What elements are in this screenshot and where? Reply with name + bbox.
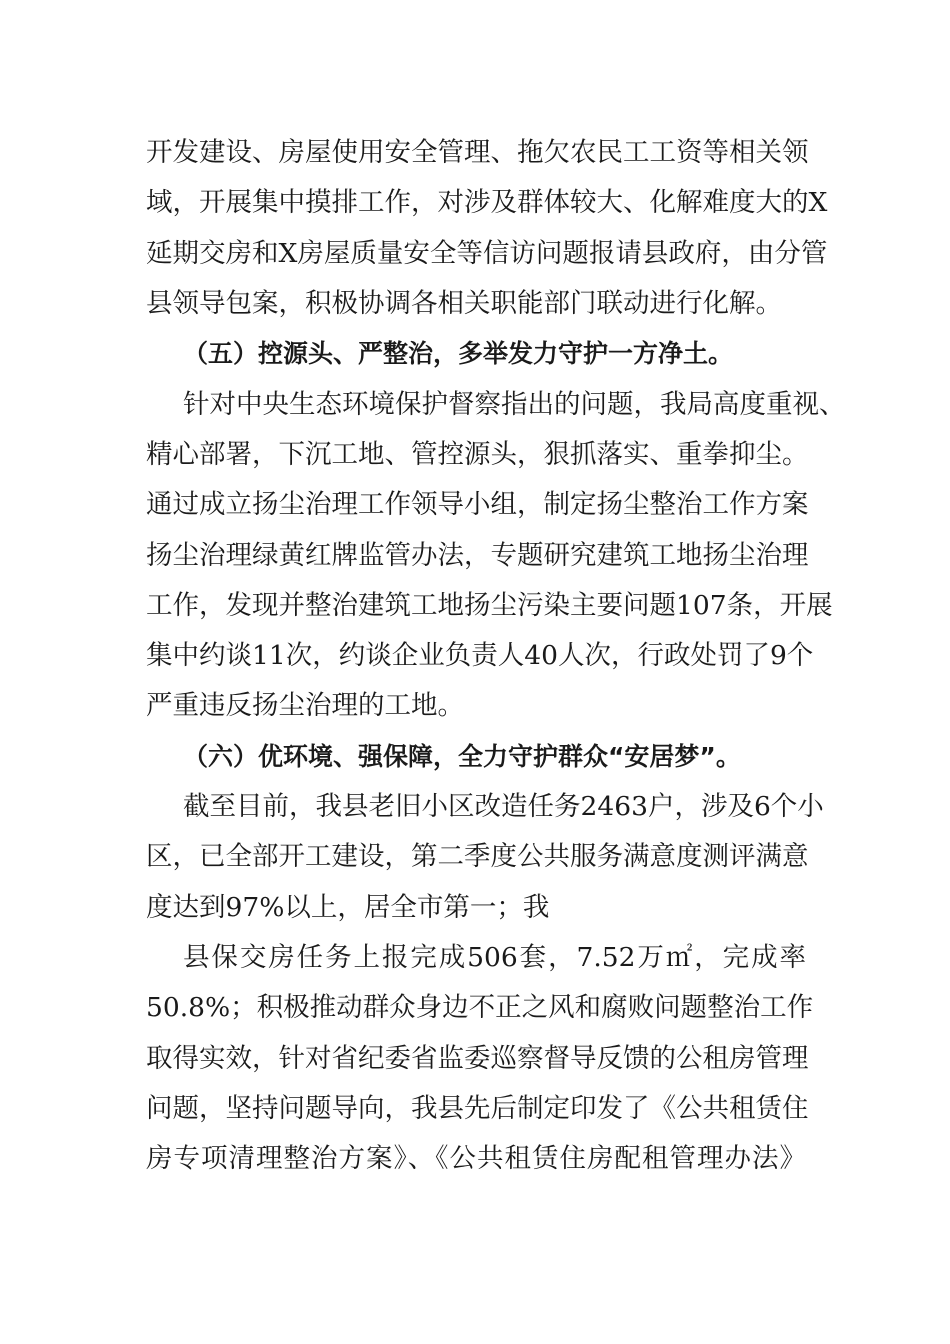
body-text-line: 县领导包案，积极协调各相关职能部门联动进行化解。: [146, 288, 782, 319]
body-text-line: 取得实效，针对省纪委省监委巡察督导反馈的公租房管理: [146, 1043, 809, 1074]
body-text-line: 区，已全部开工建设，第二季度公共服务满意度测评满意: [146, 841, 809, 872]
body-text-line: 截至目前，我县老旧小区改造任务2463户，涉及6个小: [183, 791, 824, 822]
section-heading-6: （六）优环境、强保障，全力守护群众“安居梦”。: [183, 742, 741, 771]
body-text-line: 县保交房任务上报完成506套，7.52万㎡，完成率: [183, 942, 806, 973]
body-text-line: 工作，发现并整治建筑工地扬尘污染主要问题107条，开展: [146, 590, 833, 621]
body-text-line: 通过成立扬尘治理工作领导小组，制定扬尘整治工作方案: [146, 489, 809, 520]
section-heading-5: （五）控源头、严整治，多举发力守护一方净土。: [183, 339, 734, 368]
body-text-line: 房专项清理整治方案》、《公共租赁住房配租管理办法》: [146, 1143, 806, 1174]
body-text-line: 度达到97%以上，居全市第一；我: [146, 892, 550, 923]
body-text-line: 针对中央生态环境保护督察指出的问题，我局高度重视、: [183, 389, 846, 420]
body-text-line: 域，开展集中摸排工作，对涉及群体较大、化解难度大的X: [146, 187, 828, 218]
body-text-line: 开发建设、房屋使用安全管理、拖欠农民工工资等相关领: [146, 137, 809, 168]
body-text-line: 严重违反扬尘治理的工地。: [146, 690, 464, 721]
body-text-line: 集中约谈11次，约谈企业负责人40人次，行政处罚了9个: [146, 640, 814, 671]
body-text-line: 50.8%；积极推动群众身边不正之风和腐败问题整治工作: [146, 992, 814, 1023]
body-text-line: 延期交房和X房屋质量安全等信访问题报请县政府，由分管: [146, 238, 828, 269]
body-text-line: 扬尘治理绿黄红牌监管办法，专题研究建筑工地扬尘治理: [146, 540, 809, 571]
body-text-line: 问题，坚持问题导向，我县先后制定印发了《公共租赁住: [146, 1093, 809, 1124]
body-text-line: 精心部署，下沉工地、管控源头，狠抓落实、重拳抑尘。: [146, 439, 809, 470]
